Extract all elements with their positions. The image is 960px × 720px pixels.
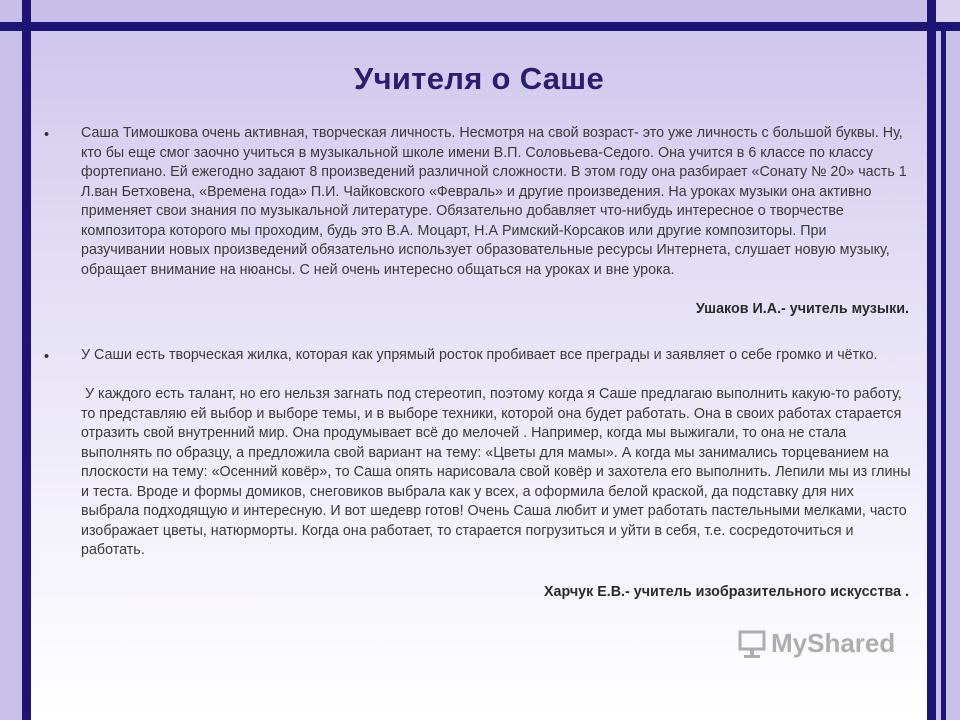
frame-left-bar xyxy=(22,0,31,720)
bullet-2: • xyxy=(44,349,50,365)
frame-right-bar-thin xyxy=(941,0,946,720)
bullet-1: • xyxy=(44,127,50,143)
frame-corner xyxy=(936,0,960,22)
presentation-screen-icon xyxy=(737,629,767,659)
signature-art-teacher: Харчук Е.В.- учитель изобразительного искусства . xyxy=(543,584,909,600)
top-band xyxy=(0,0,960,22)
watermark xyxy=(737,628,895,659)
watermark-text: MyShared xyxy=(771,628,896,658)
signature-music-teacher: Ушаков И.А.- учитель музыки. xyxy=(695,301,909,317)
teacher-review-art-intro: У Саши есть творческая жилка, которая как упрямый росток пробивает все преграды и заявляет о себе громко и чётко. xyxy=(81,347,878,363)
slide xyxy=(31,31,927,720)
frame-top-bar xyxy=(0,22,960,31)
teacher-review-art: У каждого есть талант, но его нельзя загнать под стереотип, поэтому когда я Саше предлагаю выполнить какую-то работу, то представляю ей выбор и выборе темы, и в выборе техники, которой она будет работать. Она в своих работах старается отразить свой внутренний мир. Она продумывает всё до мелочей . Например, когда мы выжигали, то она не стала выполнять по образцу, а предложила свой вариант на тему: «Цветы для мамы». А когда мы занимались торцеванием на плоскости на тему: «Осенний ковёр», то Саша опять нарисовала свой ковёр и захотела его выполнить. Лепили мы из глины и теста. Вроде и формы домиков, снеговиков выбрала как у всех, а оформила белой краской, да подставку для них выбрала подходящую и интересную. И вот шедевр готов! Очень Саша любит и умет работать пастельными мелками, часто изображает цветы, натюрморты. Когда она работает, то старается погрузиться и уйти в себя, т.е. сосредоточиться и работать. xyxy=(81,386,911,558)
frame-right-bar xyxy=(927,0,936,720)
teacher-review-music: Саша Тимошкова очень активная, творческая личность. Несмотря на свой возраст- это уже личность с большой буквы. Ну, кто бы еще смог заочно учиться в музыкальной школе имени В.П. Соловьева-Седого. Она учится в 6 классе по классу фортепиано. Ей ежегодно задают 8 произведений различной сложности. В этом году она разбирает «Сонату № 20» часть 1 Л.ван Бетховена, «Времена года» П.И. Чайковского «Февраль» и другие произведения. На уроках музыки она активно применяет свои знания по музыкальной литературе. Обязательно добавляет что-нибудь интересное о творчестве композитора которого мы проходим, будь это В.А. Моцарт, Н.А Римский-Корсаков или другие композиторы. При разучивании новых произведений обязательно использует образовательные ресурсы Интернета, слушает новую музыку, обращает внимание на нюансы. С ней очень интересно общаться на уроках и вне урока. xyxy=(81,125,907,278)
slide-title: Учителя о Саше xyxy=(354,61,604,96)
